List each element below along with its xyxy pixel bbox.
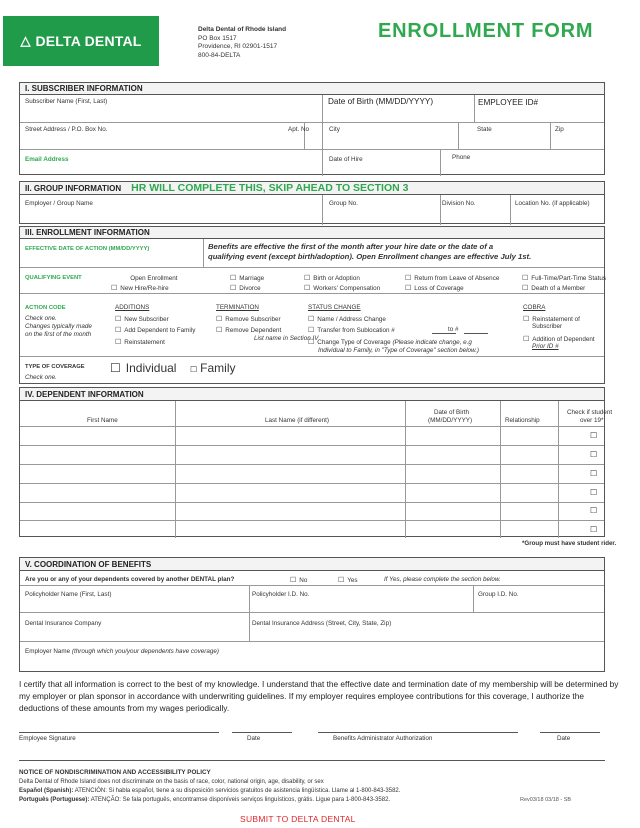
- org-address-line2: Providence, RI 02901-1517: [198, 43, 278, 51]
- other-plan-question: Are you or any of your dependents covered by another DENTAL plan?: [25, 576, 235, 583]
- insurance-company-label: Dental Insurance Company: [25, 620, 102, 627]
- employee-date-label: Date: [247, 735, 261, 742]
- col-over-19: over 19*: [580, 417, 604, 424]
- form-title: ENROLLMENT FORM: [378, 20, 594, 42]
- date-of-hire-label: Date of Hire: [329, 156, 363, 163]
- student-checkbox-2[interactable]: ☐: [590, 450, 598, 459]
- other-plan-yes[interactable]: ☐ Yes: [338, 576, 358, 584]
- submit-to-delta-dental: SUBMIT TO DELTA DENTAL: [240, 814, 356, 824]
- notice-spanish: Español (Spanish): ATENCIÓN: Si habla español, tiene a su disposición servicios gratuitos de asistencia lingüística. Llame al 1-800-843-3582.: [19, 788, 401, 794]
- dependent-section-header: IV. DEPENDENT INFORMATION: [20, 388, 604, 401]
- qe-divorce[interactable]: ☐ Divorce: [230, 284, 261, 292]
- action-remove-dependent[interactable]: ☐ Remove Dependent: [216, 326, 281, 334]
- division-no-label: Division No.: [442, 200, 476, 207]
- org-address-block: [198, 26, 286, 60]
- action-code-note3: on the first of the month: [25, 331, 92, 338]
- hr-note: HR WILL COMPLETE THIS, SKIP AHEAD TO SECTION 3: [131, 182, 409, 194]
- action-new-subscriber[interactable]: ☐ New Subscriber: [115, 315, 169, 323]
- cobra-reinstatement-line2: Subscriber: [532, 323, 563, 330]
- qe-birth-adoption[interactable]: ☐ Birth or Adoption: [304, 274, 360, 282]
- cob-section-header: V. COORDINATION OF BENEFITS: [20, 558, 604, 571]
- group-id-label: Group I.D. No.: [478, 591, 519, 598]
- qe-death-member[interactable]: ☐ Death of a Member: [522, 284, 585, 292]
- enrollment-section: [19, 226, 605, 384]
- termination-heading: TERMINATION: [216, 304, 259, 311]
- employer-group-name-label: Employer / Group Name: [25, 200, 93, 207]
- action-name-address-change[interactable]: ☐ Name / Address Change: [308, 315, 386, 323]
- org-address-line1: PO Box 1517: [198, 34, 237, 42]
- admin-date-label: Date: [557, 735, 571, 742]
- col-student-check: Check if student: [567, 409, 613, 416]
- action-change-coverage[interactable]: ☐ Change Type of Coverage (Please indicate change, e.g: [308, 338, 472, 346]
- col-last-name: Last Name (if different): [265, 417, 329, 424]
- student-checkbox-1[interactable]: ☐: [590, 431, 598, 440]
- effective-note-line1: Benefits are effective the first of the month after your hire date or the date of a: [208, 242, 494, 251]
- location-no-label: Location No. (if applicable): [515, 200, 590, 207]
- certification-statement: I certify that all information is correct to the best of my knowledge. I understand that the effective date and termination date of my membership will be determined by my employer or plan sponsor in accordance with underwriting guidelines. If my employer requires employee contributions for this coverage, I authorize the deductions of these amounts from my wages periodically.: [19, 679, 619, 713]
- change-coverage-note: Individual to Family, in "Type of Coverage" section below.): [318, 347, 480, 354]
- dependent-section: [19, 387, 613, 537]
- family-checkbox-icon: ☐: [190, 365, 198, 374]
- student-checkbox-6[interactable]: ☐: [590, 525, 598, 534]
- cobra-reinstatement[interactable]: ☐ Reinstatement of: [523, 315, 580, 323]
- insurance-address-label: Dental Insurance Address (Street, City, State, Zip): [252, 620, 392, 627]
- zip-label: Zip: [555, 126, 564, 133]
- revision-code: Rev03/18 03/18 - SB: [520, 797, 572, 803]
- delta-dental-logo: [3, 16, 159, 66]
- action-add-dependent[interactable]: ☐ Add Dependent to Family: [115, 326, 195, 334]
- subscriber-section: [19, 82, 605, 175]
- status-change-heading: STATUS CHANGE: [308, 304, 361, 311]
- cobra-add-dependent[interactable]: ☐ Addition of Dependent: [523, 335, 595, 343]
- subscriber-name-label: Subscriber Name (First, Last): [25, 98, 108, 105]
- action-code-label: ACTION CODE: [25, 305, 66, 311]
- logo-text: DELTA DENTAL: [35, 33, 142, 49]
- additions-heading: ADDITIONS: [115, 304, 150, 311]
- action-reinstatement[interactable]: ☐ Reinstatement: [115, 338, 165, 346]
- policyholder-id-label: Policyholder I.D. No.: [252, 591, 310, 598]
- notice-portuguese: Português (Portuguese): ATENÇÃO: Se fala português, encontramse disponíveis serviços linguísticos, grátis. Ligue para 1-800-843-3582.: [19, 797, 391, 803]
- policyholder-name-label: Policyholder Name (First, Last): [25, 591, 112, 598]
- col-dob-format: (MM/DD/YYYY): [428, 417, 473, 424]
- employee-id-label: EMPLOYEE ID#: [478, 98, 539, 107]
- notice-line1: Delta Dental of Rhode Island does not discriminate on the basis of race, color, national origin, age, disability, or sex: [19, 779, 324, 785]
- delta-triangle-icon: △: [20, 33, 31, 48]
- individual-checkbox-icon: ☐: [110, 361, 121, 375]
- cobra-prior-id: Prior ID #: [532, 343, 559, 350]
- action-transfer-sublocation[interactable]: ☐ Transfer from Sublocation #: [308, 326, 395, 334]
- other-plan-no[interactable]: ☐ No: [290, 576, 307, 584]
- cobra-heading: COBRA: [523, 304, 546, 311]
- group-section-header: [20, 182, 604, 195]
- group-no-label: Group No.: [329, 200, 359, 207]
- group-section-title: II. GROUP INFORMATION: [25, 183, 122, 193]
- admin-authorization-label: Benefits Administrator Authorization: [333, 735, 433, 742]
- action-code-note1: Check one.: [25, 315, 57, 322]
- cob-section: [19, 557, 605, 672]
- col-dob: Date of Birth: [434, 409, 469, 416]
- qe-loss-coverage[interactable]: ☐ Loss of Coverage: [405, 284, 464, 292]
- other-plan-yes-note: If Yes, please complete the section below.: [384, 576, 501, 583]
- type-of-coverage-label: TYPE OF COVERAGE: [25, 364, 85, 370]
- student-checkbox-3[interactable]: ☐: [590, 469, 598, 478]
- phone-label: Phone: [452, 154, 471, 161]
- apt-label: Apt. No: [288, 126, 309, 133]
- student-checkbox-5[interactable]: ☐: [590, 506, 598, 515]
- street-address-label: Street Address / P.O. Box No.: [25, 126, 108, 133]
- effective-date-label: EFFECTIVE DATE OF ACTION (MM/DD/YYYY): [25, 246, 150, 252]
- qe-fulltime-parttime[interactable]: ☐ Full-Time/Part-Time Status: [522, 274, 606, 282]
- coverage-individual-option[interactable]: ☐ Individual: [110, 361, 177, 375]
- qe-return-leave[interactable]: ☐ Return from Leave of Absence: [405, 274, 499, 282]
- employee-signature-label: Employee Signature: [19, 735, 76, 742]
- term-note: List name in Section IV: [254, 335, 319, 342]
- dob-label: Date of Birth (MM/DD/YYYY): [328, 97, 434, 106]
- qualifying-event-label: QUALIFYING EVENT: [25, 275, 82, 281]
- subscriber-name-field[interactable]: [22, 105, 318, 119]
- type-of-coverage-note: Check one.: [25, 374, 57, 381]
- enrollment-section-header: III. ENROLLMENT INFORMATION: [20, 227, 604, 239]
- coverage-family-option[interactable]: ☐ Family: [190, 361, 236, 375]
- org-phone: 800-84-DELTA: [198, 51, 241, 59]
- student-rider-footnote: *Group must have student rider.: [522, 540, 617, 547]
- qe-open-enrollment[interactable]: Open Enrollment: [130, 275, 178, 282]
- action-remove-subscriber[interactable]: ☐ Remove Subscriber: [216, 315, 281, 323]
- email-label: Email Address: [25, 156, 69, 163]
- student-checkbox-4[interactable]: ☐: [590, 488, 598, 497]
- cob-employer-label: Employer Name (through which you/your dependents have coverage): [25, 648, 219, 655]
- col-relationship: Relationship: [505, 417, 540, 424]
- org-name: Delta Dental of Rhode Island: [198, 26, 287, 33]
- notice-title: NOTICE OF NONDISCRIMINATION AND ACCESSIBILITY POLICY: [19, 769, 211, 776]
- state-label: State: [477, 126, 492, 133]
- subscriber-section-header: I. SUBSCRIBER INFORMATION: [20, 83, 604, 95]
- group-section: [19, 181, 605, 224]
- qe-marriage[interactable]: ☐ Marriage: [230, 274, 264, 282]
- effective-note-line2: qualifying event (except birth/adoption). Open Enrollment changes are effective July 1st.: [208, 252, 532, 261]
- transfer-to-label: to #: [448, 326, 459, 333]
- qe-new-hire[interactable]: ☐ New Hire/Re-hire: [111, 284, 169, 292]
- city-label: City: [329, 126, 340, 133]
- col-first-name: First Name: [87, 417, 118, 424]
- action-code-note2: Changes typically made: [25, 323, 92, 330]
- qe-workers-comp[interactable]: ☐ Workers' Compensation: [304, 284, 380, 292]
